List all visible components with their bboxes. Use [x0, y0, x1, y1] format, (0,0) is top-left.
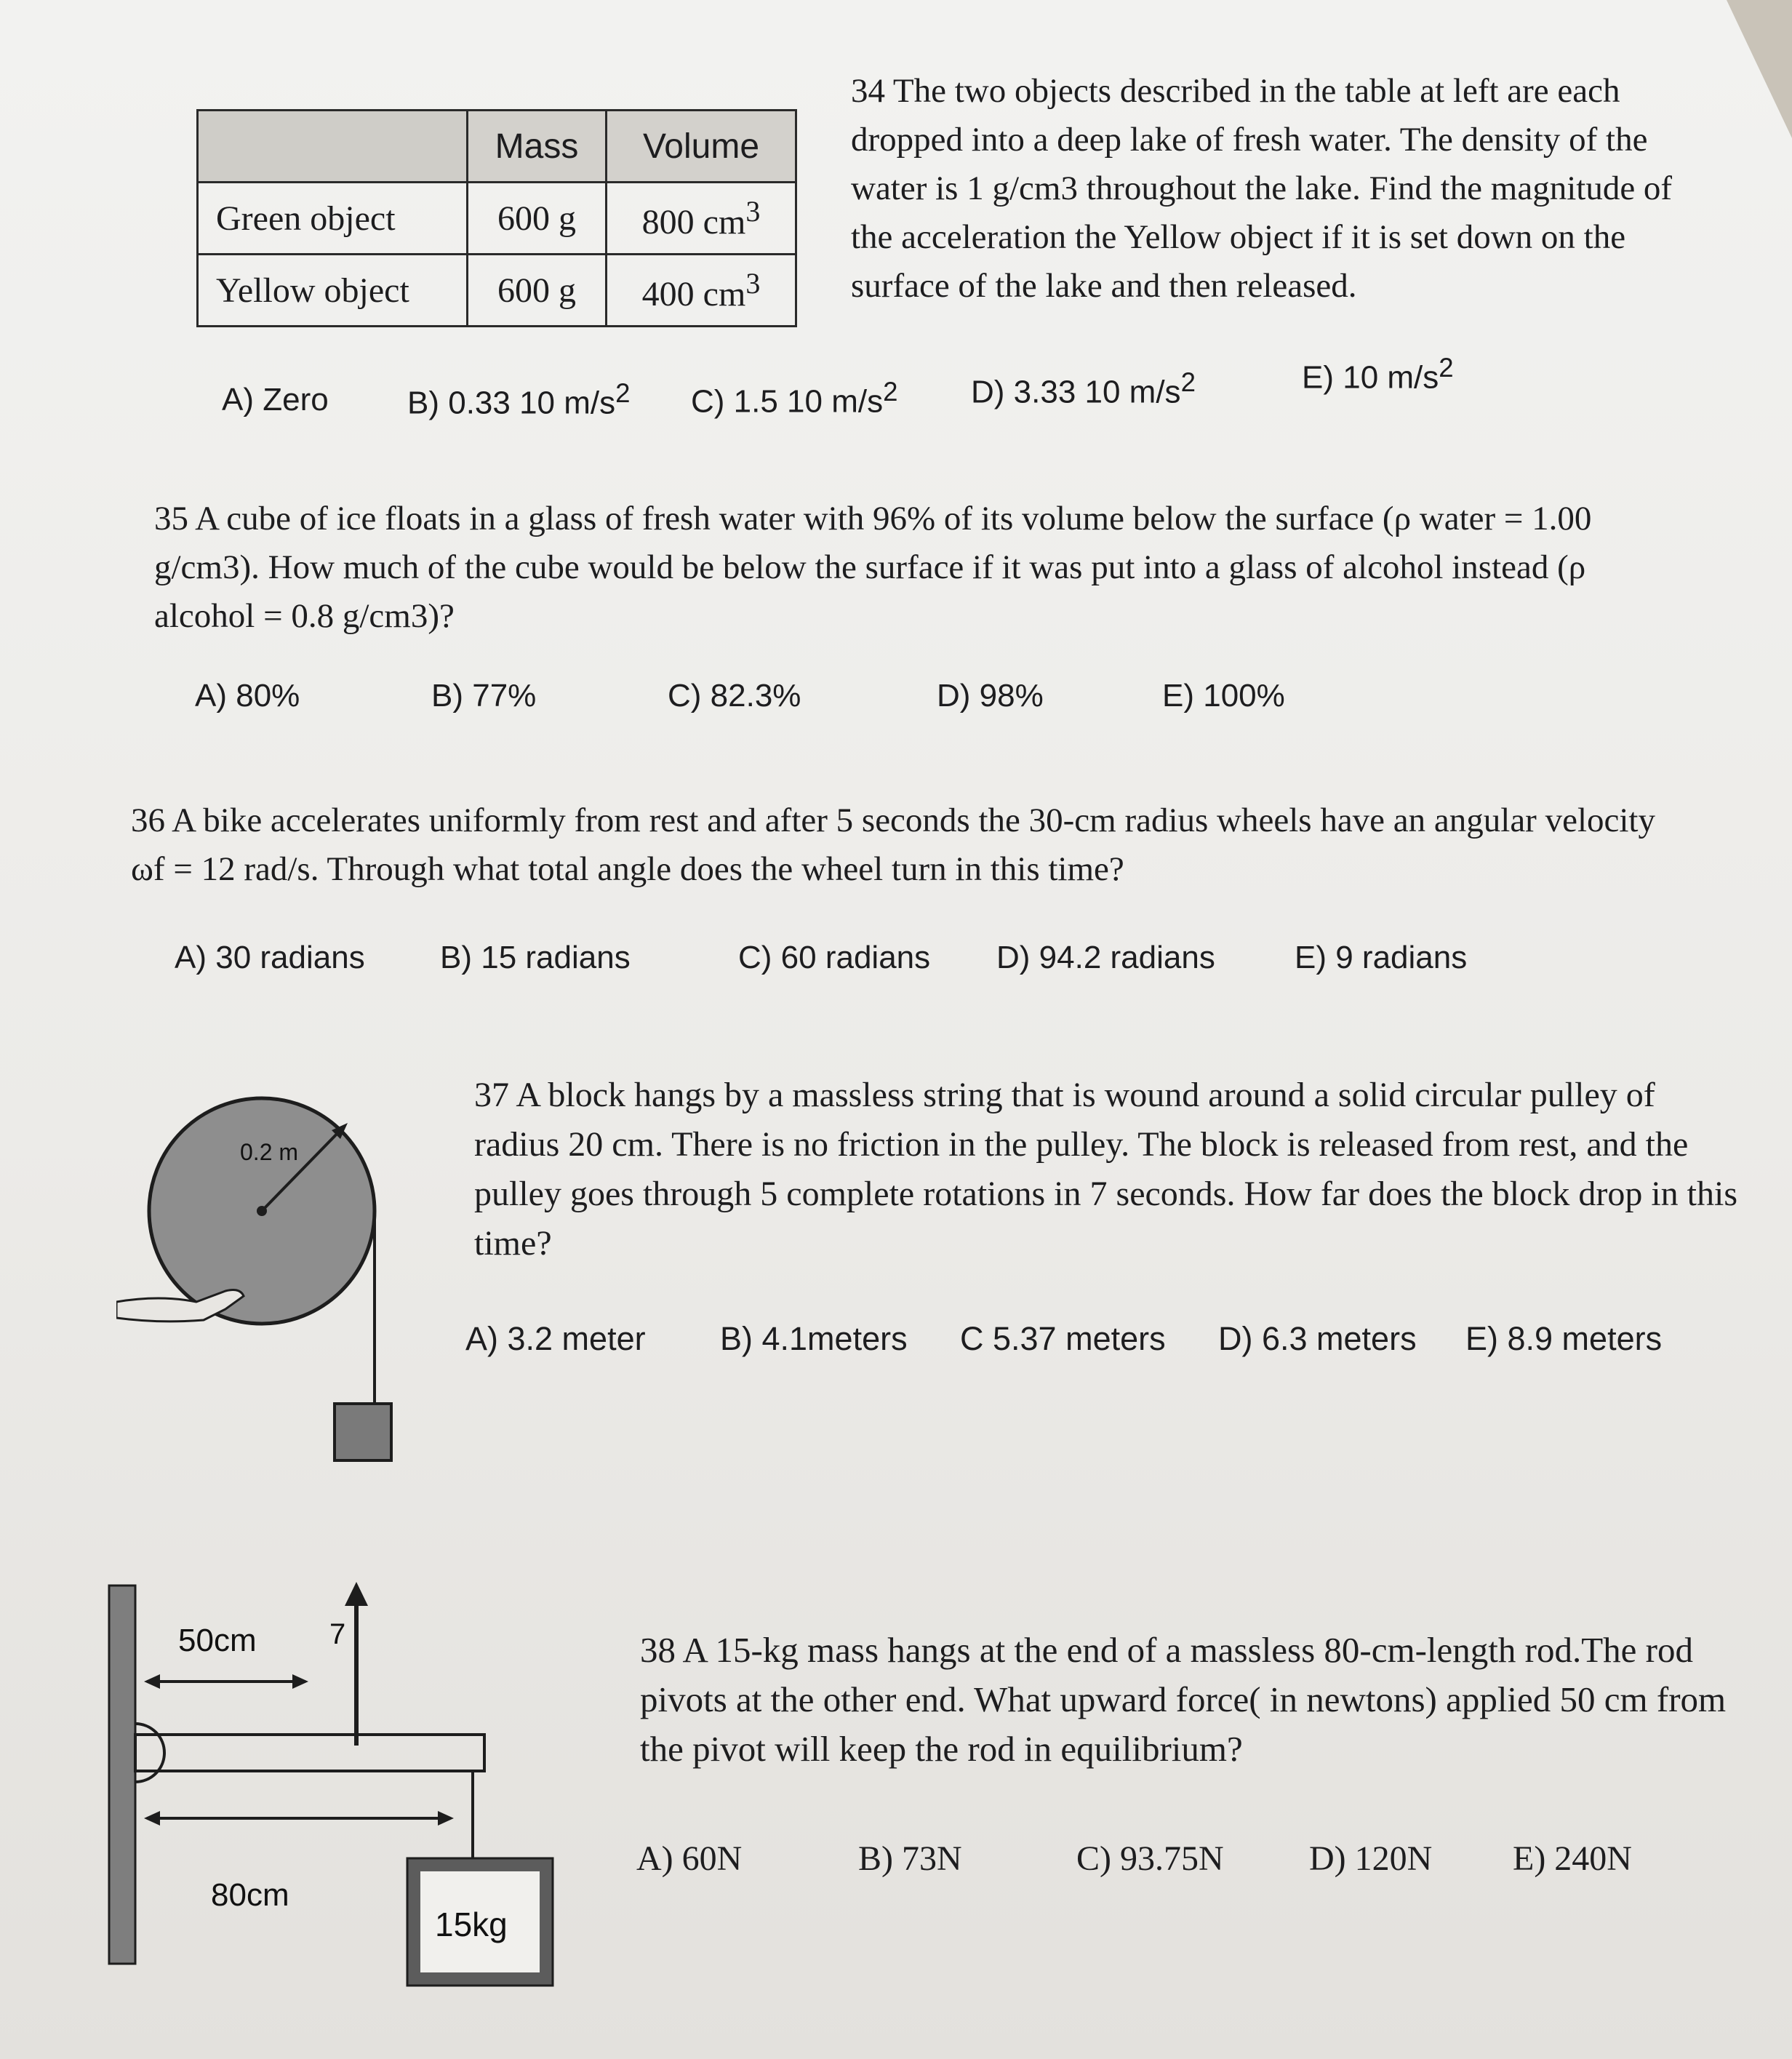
q36-choice-d[interactable]: D) 94.2 radians [996, 940, 1215, 975]
pivot-icon [135, 1724, 164, 1782]
q34-choice-c[interactable] [691, 377, 897, 420]
q34-choice-e[interactable] [1302, 353, 1454, 396]
choice-label: D) 3.33 10 m/s [971, 374, 1181, 410]
arrowhead-right [438, 1811, 454, 1826]
choice-label: B) 0.33 10 m/s [407, 385, 616, 421]
question-36-text: 36 A bike accelerates uniformly from rest and after 5 seconds the 30-cm radius wheels have an angular velocity ωf = 12 rad/s. Through what total angle does the wheel turn in this time? [131, 801, 1655, 888]
question-35-text: 35 A cube of ice floats in a glass of fresh water with 96% of its volume below the surface (ρ water = 1.00 g/cm3). How much of the cube would be below the surface if it was put into a glass of alcohol instead (ρ alcohol = 0.8 g/cm3)? [154, 500, 1592, 635]
rod-figure [87, 1578, 582, 2000]
q35-choice-c[interactable]: C) 82.3% [668, 678, 801, 713]
q37-choice-b[interactable]: B) 4.1meters [720, 1320, 908, 1357]
rod [135, 1735, 484, 1771]
arrowhead-left [144, 1811, 160, 1826]
force-arrowhead [345, 1582, 368, 1606]
q38-choices [636, 1839, 1632, 1879]
question-34-text: 34 The two objects described in the table at left are each dropped into a deep lake of fresh water. The density of the water is 1 g/cm3 throughout the lake. Find the magnitude of the acceleration the Yellow object if it is set down on the surface of the lake and then released. [851, 72, 1673, 305]
q37-choice-d[interactable]: D) 6.3 meters [1218, 1320, 1417, 1357]
table-row [198, 183, 796, 255]
volume-exponent: 3 [745, 195, 761, 228]
table-cell-volume [607, 255, 796, 327]
q37-choices [465, 1320, 1662, 1358]
volume-exponent: 3 [745, 267, 761, 300]
pulley-center [257, 1206, 267, 1216]
choice-exponent: 2 [1180, 367, 1196, 397]
choice-exponent: 2 [1439, 353, 1454, 383]
mass-label: 15kg [435, 1906, 508, 1943]
q38-choice-c[interactable]: C) 93.75N [1076, 1839, 1224, 1878]
q38-choice-b[interactable]: B) 73N [858, 1839, 962, 1878]
table-header-row [198, 111, 796, 183]
label-50cm: 50cm [178, 1623, 257, 1658]
arrowhead-left [144, 1674, 160, 1689]
q38-choice-a[interactable]: A) 60N [636, 1839, 743, 1878]
q34-choice-d[interactable] [971, 367, 1196, 411]
q36-choice-b[interactable]: B) 15 radians [440, 940, 631, 975]
table-header-mass: Mass [468, 111, 607, 183]
choice-exponent: 2 [615, 378, 631, 408]
wall [109, 1586, 135, 1964]
table-cell-mass: 600 g [468, 183, 607, 255]
q34-choice-b[interactable] [407, 378, 631, 422]
q38-choice-e[interactable]: E) 240N [1513, 1839, 1632, 1878]
pulley-figure [116, 1084, 422, 1476]
choice-label: E) 10 m/s [1302, 359, 1439, 396]
q36-choice-a[interactable]: A) 30 radians [175, 940, 365, 975]
q37-choice-a[interactable]: A) 3.2 meter [465, 1320, 646, 1357]
table-cell-mass: 600 g [468, 255, 607, 327]
question-38-text: 38 A 15-kg mass hangs at the end of a massless 80-cm-length rod.The rod pivots at the other end. What upward force( in newtons) applied 50 cm from the pivot will keep the rod in equilibrium? [640, 1630, 1727, 1769]
volume-value: 800 cm [641, 203, 746, 241]
table-header-volume: Volume [607, 111, 796, 183]
arrowhead-right [292, 1674, 308, 1689]
q35-choices [195, 678, 1285, 714]
q37-choice-e[interactable]: E) 8.9 meters [1465, 1320, 1663, 1357]
q35-choice-d[interactable]: D) 98% [937, 678, 1044, 713]
volume-value: 400 cm [641, 275, 746, 313]
q35-choice-a[interactable]: A) 80% [195, 678, 300, 713]
q36-choice-e[interactable]: E) 9 radians [1295, 940, 1468, 975]
choice-exponent: 2 [883, 377, 898, 407]
q35-choice-b[interactable]: B) 77% [431, 678, 537, 713]
hanging-block [335, 1404, 391, 1460]
choice-label: A) Zero [222, 382, 329, 417]
page-corner [1727, 0, 1792, 138]
choice-label: C) 1.5 10 m/s [691, 383, 884, 420]
table-cell-name: Yellow object [198, 255, 468, 327]
q38-choice-d[interactable]: D) 120N [1309, 1839, 1433, 1878]
table-cell-name: Green object [198, 183, 468, 255]
objects-table [196, 109, 797, 327]
q36-choices [175, 940, 1467, 976]
q36-choice-c[interactable]: C) 60 radians [738, 940, 931, 975]
q35-choice-e[interactable]: E) 100% [1162, 678, 1285, 713]
label-80cm: 80cm [211, 1877, 289, 1913]
force-mark: 7 [329, 1618, 346, 1650]
question-37-text: 37 A block hangs by a massless string that is wound around a solid circular pulley of radius 20 cm. There is no friction in the pulley. The block is released from rest, and the pulley goes through 5 complete rotations in 7 seconds. How far does the block drop in this time? [474, 1076, 1738, 1263]
q34-choice-a[interactable] [222, 382, 329, 418]
table-header-blank [198, 111, 468, 183]
table-cell-volume [607, 183, 796, 255]
q37-choice-c[interactable]: C 5.37 meters [960, 1320, 1166, 1357]
radius-label: 0.2 m [240, 1139, 299, 1165]
table-row [198, 255, 796, 327]
